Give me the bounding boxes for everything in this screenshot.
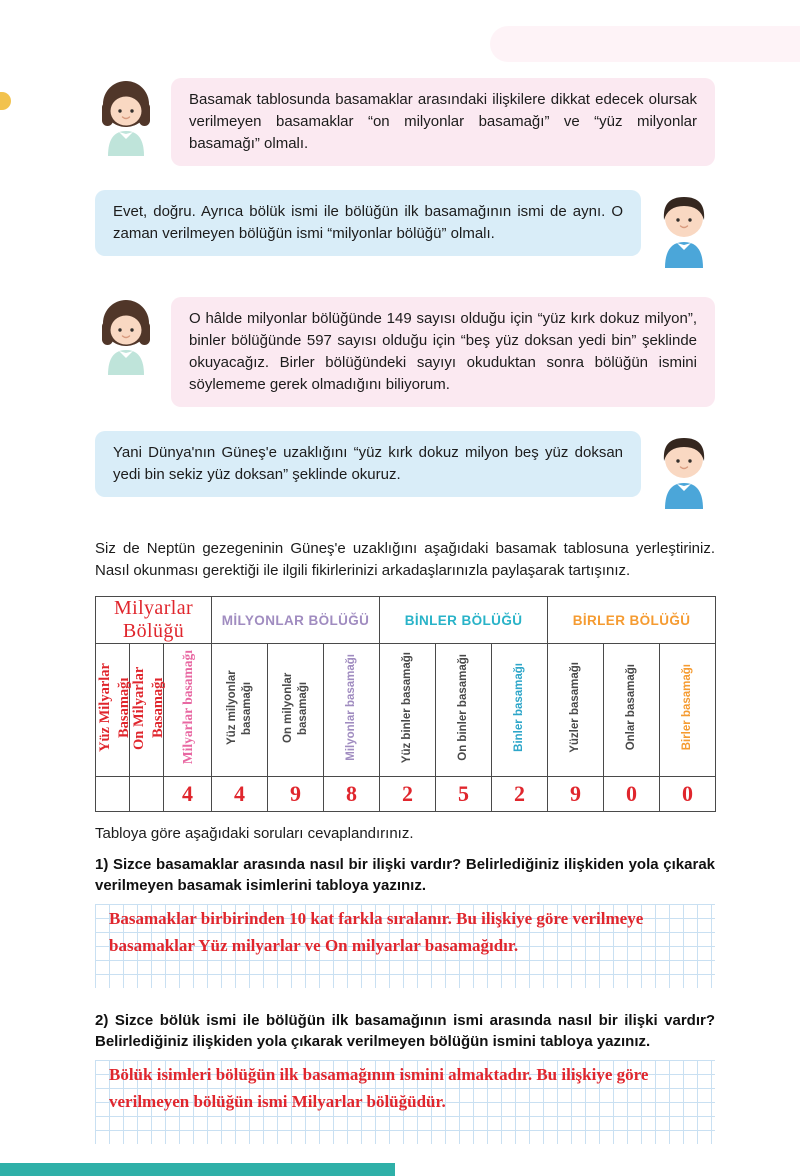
boy-avatar (653, 431, 715, 514)
digit-cell[interactable]: 9 (268, 777, 324, 812)
instruction-paragraph: Siz de Neptün gezegeninin Güneş'e uzaklığını aşağıdaki basamak tablosuna yerleştiriniz. Nasıl okunması gerektiği ile ilgili fikirlerinizi arkadaşlarınızla paylaşarak tartışınız. (95, 540, 715, 579)
digit-row (96, 777, 716, 812)
column-header-label: Yüzler basamağı (569, 662, 582, 753)
place-value-table (95, 596, 716, 812)
group-header-milyarlar: Milyarlar Bölüğü (96, 597, 212, 644)
column-header-on-milyonlar (268, 644, 324, 777)
digit-cell[interactable]: 9 (548, 777, 604, 812)
digit-cell[interactable] (130, 777, 164, 812)
column-header-label: Binler basamağı (513, 663, 526, 752)
column-header-label: Birler basamağı (681, 664, 694, 751)
speech-bubble-girl-1: Basamak tablosunda basamaklar arasındaki ilişkilere dikkat edecek olursak verilmeyen basamaklar “on milyonlar basamağı” ve “yüz milyonlar basamağı” olmalı. (171, 78, 715, 166)
group-header-birler: BİRLER BÖLÜĞÜ (548, 597, 716, 644)
column-header-milyonlar (324, 644, 380, 777)
column-header-on-milyarlar (130, 644, 164, 777)
digit-cell[interactable]: 4 (212, 777, 268, 812)
answer-area-2[interactable] (95, 1060, 715, 1144)
column-header-label: On milyonlar basamağı (281, 672, 309, 743)
question-2: 2) Sizce bölük ismi ile bölüğün ilk basamağının ismi arasında nasıl bir ilişki vardır? Belirlediğiniz ilişkiden yola çıkarak verilmeyen bölüğün ismini tabloya yazınız. (95, 1012, 715, 1050)
group-header-binler: BİNLER BÖLÜĞÜ (380, 597, 548, 644)
answer-text-2: Bölük isimleri bölüğün ilk basamağının ismini almaktadır. Bu ilişkiye göre verilmeyen bölüğün ismi Milyarlar bölüğüdür. (109, 1065, 649, 1111)
column-header-yuz-milyonlar (212, 644, 268, 777)
digit-cell[interactable]: 0 (660, 777, 716, 812)
column-header-yuzler (548, 644, 604, 777)
column-header-binler (492, 644, 548, 777)
column-header-on-binler (436, 644, 492, 777)
speech-bubble-girl-2: O hâlde milyonlar bölüğünde 149 sayısı olduğu için “yüz kırk dokuz milyon”, binler bölüğünde 597 sayısı olduğu için “beş yüz doksan yedi bin” şeklinde okuyacağız. Birler bölüğündeki sayıyı okuduktan sonra bölüğün ismini söylememe gerek olmadığını biliyorum. (171, 297, 715, 407)
column-header-onlar (604, 644, 660, 777)
dialogue-section (95, 78, 715, 514)
boy-avatar (653, 190, 715, 273)
column-header-label: Milyarlar basamağı (179, 650, 195, 765)
column-header-yuz-milyarlar (96, 644, 130, 777)
column-header-yuz-binler (380, 644, 436, 777)
column-header-row (96, 644, 716, 777)
dialogue-row-4 (95, 431, 715, 514)
digit-cell[interactable]: 4 (164, 777, 212, 812)
girl-avatar (95, 297, 157, 380)
girl-avatar (95, 78, 157, 161)
digit-cell[interactable] (96, 777, 130, 812)
dialogue-row-1 (95, 78, 715, 166)
column-header-label: Yüz milyonlar basamağı (225, 670, 253, 745)
group-header-milyonlar: MİLYONLAR BÖLÜĞÜ (212, 597, 380, 644)
column-header-label: Yüz binler basamağı (401, 651, 414, 764)
digit-cell[interactable]: 0 (604, 777, 660, 812)
dialogue-row-2 (95, 190, 715, 273)
top-right-decoration (490, 26, 800, 62)
dialogue-row-3 (95, 297, 715, 407)
digit-cell[interactable]: 5 (436, 777, 492, 812)
column-header-label: Yüz Milyarlar Basamağı (97, 663, 132, 752)
column-header-milyarlar (164, 644, 212, 777)
answer-area-1[interactable] (95, 904, 715, 988)
column-header-label: On binler basamağı (457, 654, 470, 761)
digit-cell[interactable]: 8 (324, 777, 380, 812)
answer-text-1: Basamaklar birbirinden 10 kat farkla sıralanır. Bu ilişkiye göre verilmeye basamaklar Yüz milyarlar ve On milyarlar basamağıdır. (109, 909, 644, 955)
column-header-label: Milyonlar basamağı (345, 654, 358, 761)
questions-caption: Tabloya göre aşağıdaki soruları cevaplandırınız. (95, 825, 414, 842)
bottom-teal-bar (0, 1163, 395, 1176)
column-header-label: On Milyarlar Basamağı (131, 665, 166, 750)
digit-cell[interactable]: 2 (492, 777, 548, 812)
digit-cell[interactable]: 2 (380, 777, 436, 812)
column-header-label: Onlar basamağı (625, 664, 638, 751)
speech-bubble-boy-2: Yani Dünya'nın Güneş'e uzaklığını “yüz kırk dokuz milyon beş yüz doksan yedi bin sekiz yüz doksan” şeklinde okuruz. (95, 431, 641, 497)
column-header-birler (660, 644, 716, 777)
group-header-row (96, 597, 716, 644)
question-1: 1) Sizce basamaklar arasında nasıl bir ilişki vardır? Belirlediğiniz ilişkiden yola çıkarak verilmeyen basamak isimlerini tabloya yazınız. (95, 856, 715, 894)
speech-bubble-boy-1: Evet, doğru. Ayrıca bölük ismi ile bölüğün ilk basamağının ismi de aynı. O zaman verilmeyen bölüğün ismi “milyonlar bölüğü” olmalı. (95, 190, 641, 256)
